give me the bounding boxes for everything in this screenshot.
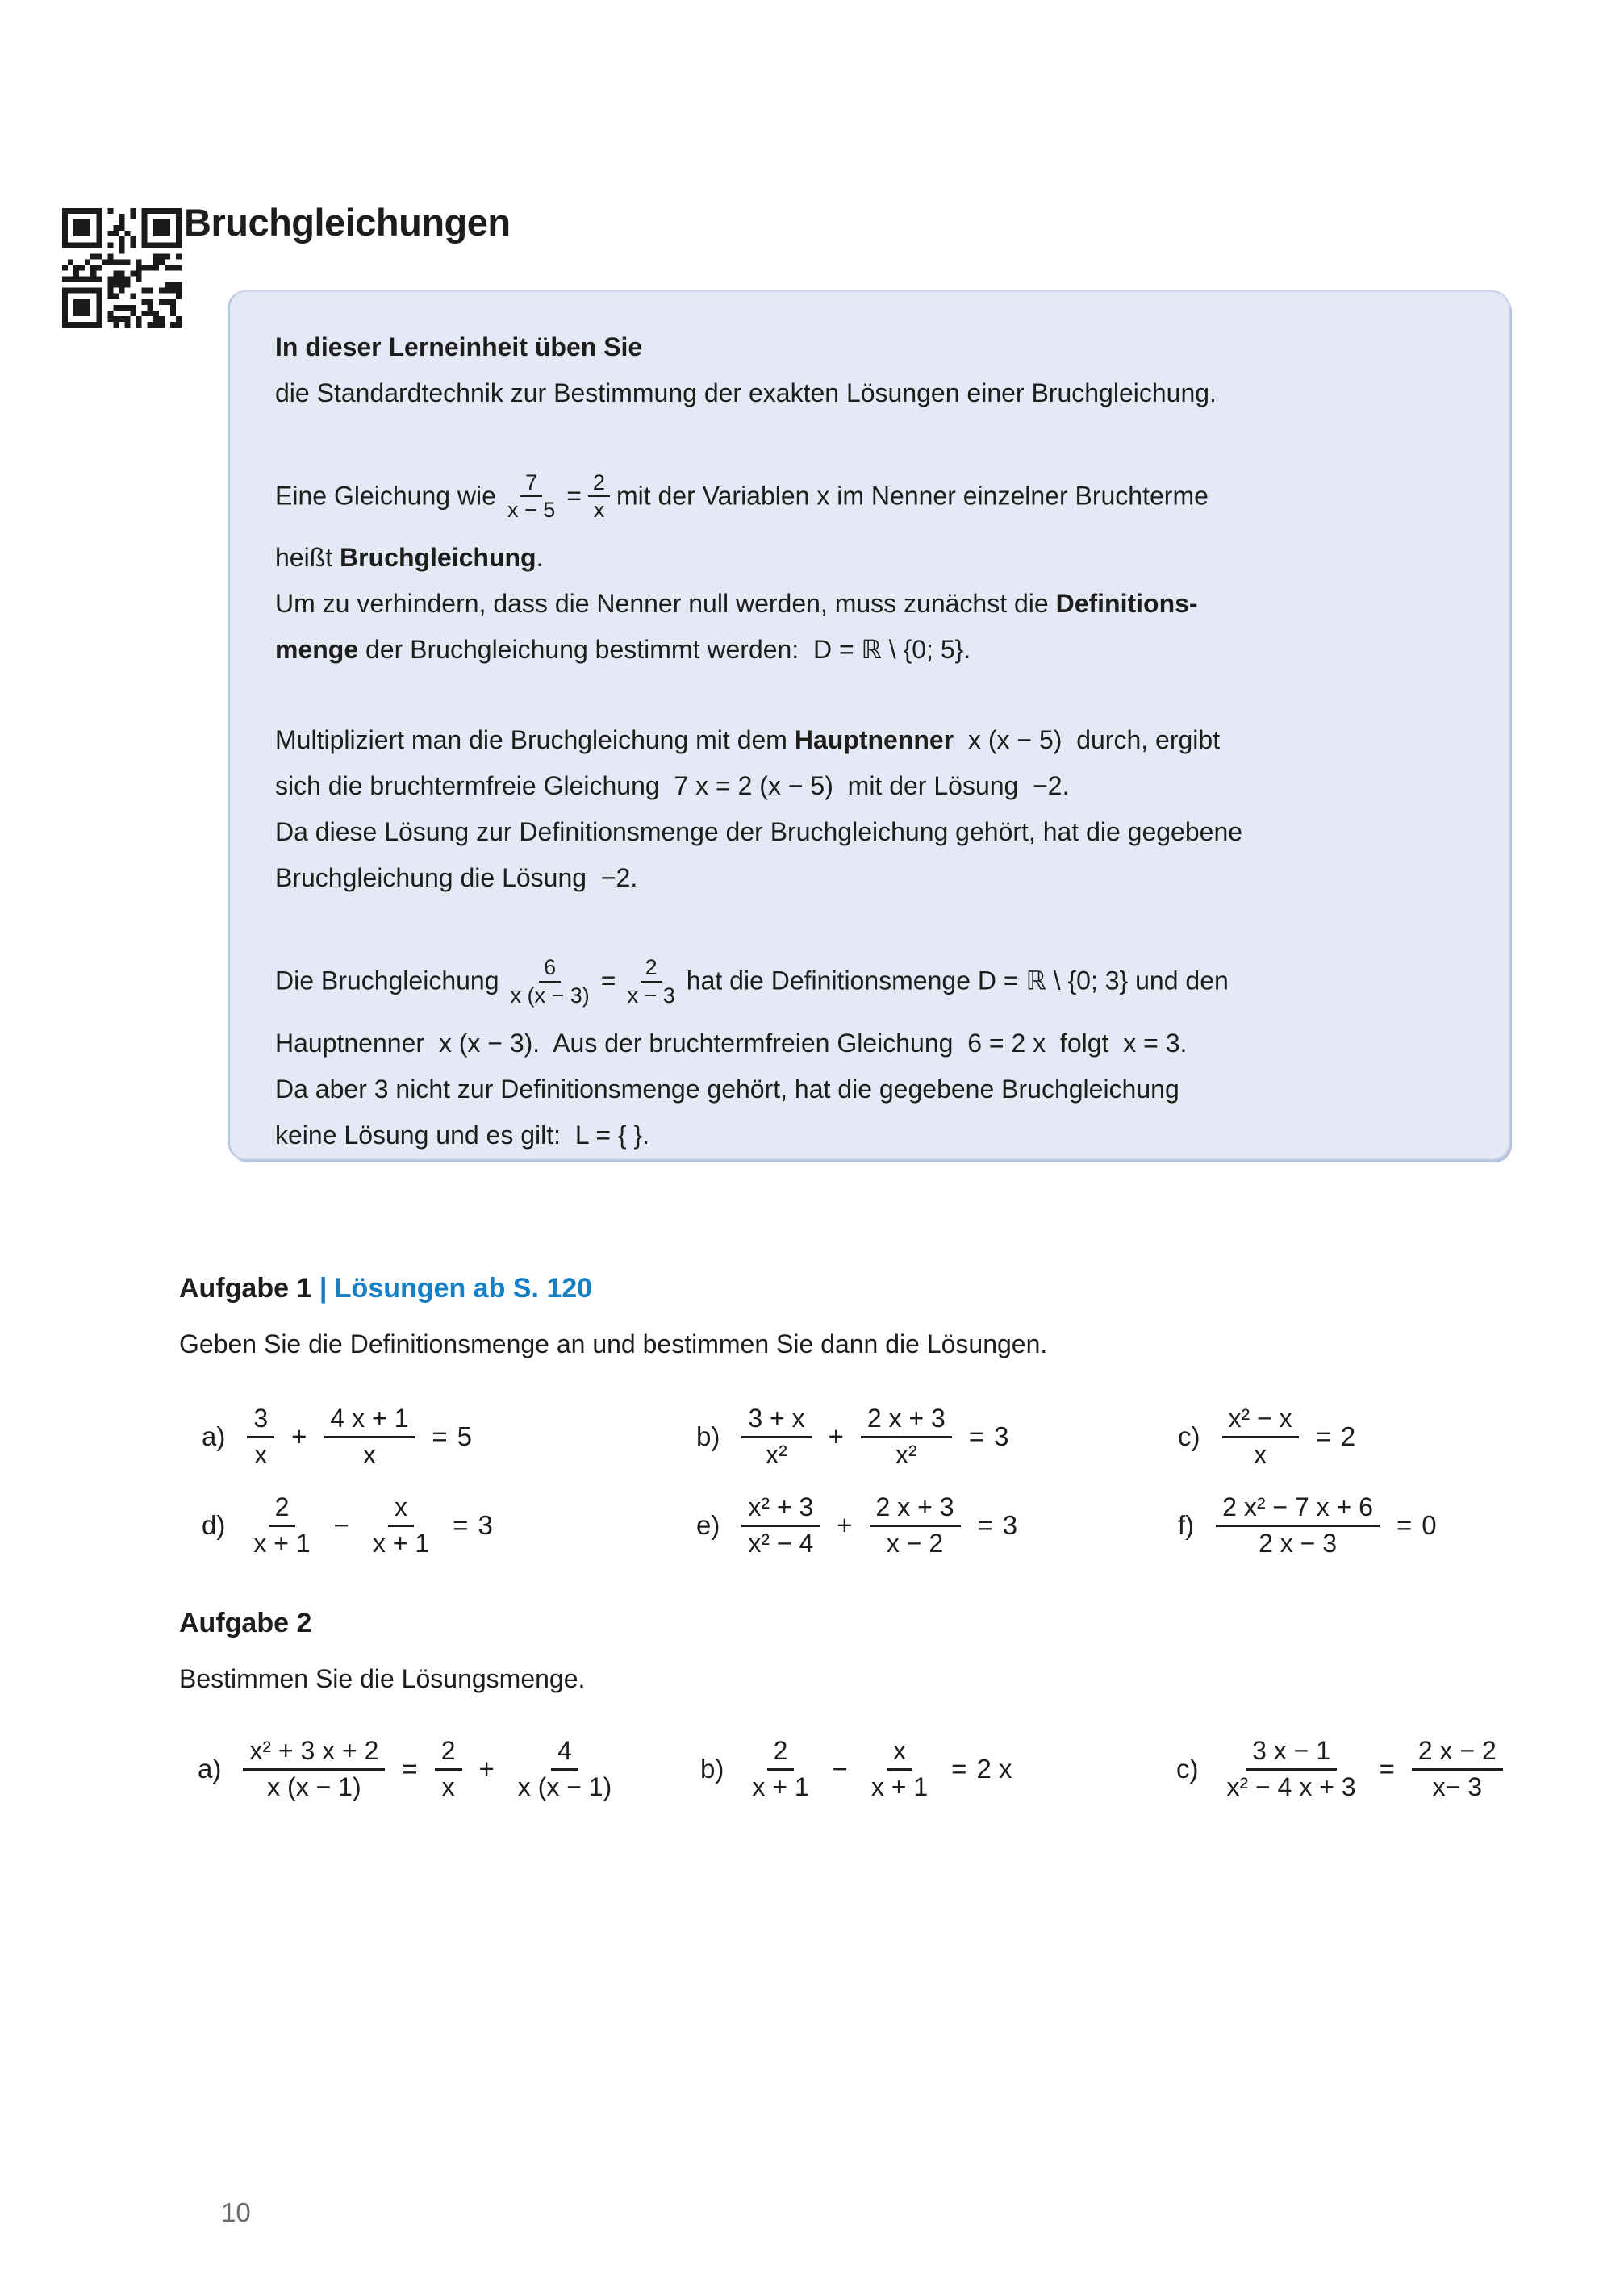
text-line: [275, 809, 1467, 855]
equation-label: b): [700, 1754, 724, 1784]
equation-label: a): [202, 1421, 226, 1451]
fraction: $\frac{4}{x (x - 1)}$: [517, 1735, 612, 1801]
fraction: $\frac{x}{x + 1}$: [372, 1492, 430, 1558]
text-run: hat die Definitionsmenge D = ℝ \ {0; 3} und den: [686, 966, 1229, 996]
text-run: =: [1315, 1421, 1331, 1451]
fraction: $\frac{2}{x + 1}$: [752, 1735, 809, 1801]
equation-2a: [198, 1730, 630, 1808]
page-number: 10: [221, 2197, 251, 2227]
text-run: 5: [457, 1421, 473, 1451]
text-run: 2: [1340, 1421, 1356, 1451]
text-run: Die Bruchgleichung: [275, 966, 499, 996]
text-run: 3: [994, 1421, 1009, 1451]
bold-text: Hauptnenner: [794, 725, 954, 755]
text-run: Da aber 3 nicht zur Definitionsmenge gehört, hat die gegebene Bruchgleichung: [275, 1074, 1179, 1104]
aufgabe2-label: Aufgabe 2: [179, 1608, 312, 1638]
aufgabe2-instruction: Bestimmen Sie die Lösungsmenge.: [179, 1664, 586, 1693]
text-run: keine Lösung und es gilt: L = { }.: [275, 1120, 650, 1150]
text-run: 0: [1422, 1510, 1437, 1540]
fraction: $\frac{x}{x + 1}$: [870, 1735, 929, 1801]
text-line: [275, 1020, 1467, 1066]
fraction: $\frac{\text{x² + 3}}{\text{x² − 4}}$: [737, 1492, 825, 1559]
equation-1f: [1178, 1487, 1442, 1564]
text-line: [275, 1112, 1467, 1158]
text-run: x (x − 5) durch, ergibt: [954, 725, 1221, 755]
bold-text: Bruchgleichung: [340, 543, 536, 573]
text-run: =: [968, 1421, 985, 1451]
qr-code-icon: [62, 208, 182, 328]
fraction: $\frac{2}{x}$: [430, 1736, 467, 1803]
text-run: =: [977, 1510, 993, 1540]
fraction: $\frac{2}{x}$: [588, 470, 610, 522]
aufgabe1-heading: [179, 1273, 592, 1304]
text-run: Bruchgleichung die Lösung −2.: [275, 863, 638, 893]
text-line: [275, 535, 1467, 581]
equation-label: c): [1176, 1754, 1199, 1784]
bold-text: Definitions-: [1055, 589, 1198, 619]
equation-1e: [696, 1487, 1022, 1564]
equation-label: c): [1178, 1421, 1200, 1451]
fraction: $\frac{3 x - 1}{\text{x² − 4 x + 3}}$: [1226, 1735, 1356, 1801]
paragraph-gap: [275, 416, 1467, 461]
fraction: $\frac{2 x + 3}{\text{x²}}$: [856, 1404, 957, 1471]
text-run: 3: [1002, 1510, 1018, 1540]
text-run: die Standardtechnik zur Bestimmung der exakten Lösungen einer Bruchgleichung.: [275, 378, 1217, 407]
equation-1d: [202, 1487, 498, 1564]
text-line: [275, 581, 1467, 627]
fraction: $\frac{\text{2 x² − 7 x + 6}}{2 x - 3}$: [1211, 1492, 1384, 1559]
text-run: =: [402, 1754, 418, 1784]
equation-label: e): [696, 1510, 720, 1540]
text-line: [275, 324, 1467, 370]
fraction: $\frac{2}{x - 3}$: [627, 955, 675, 1008]
aufgabe1-label: Aufgabe 1: [179, 1273, 312, 1304]
aufgabe2-heading: [179, 1608, 311, 1639]
text-run: Um zu verhindern, dass die Nenner null werden, muss zunächst die: [275, 589, 1056, 619]
fraction: $\frac{7}{x - 5}$: [507, 470, 556, 523]
fraction: $\frac{\text{x² + 3 x + 2}}{x (x - 1)}$: [238, 1736, 390, 1803]
paragraph-gap: [275, 901, 1467, 945]
fraction: $\frac{\text{x² − x}}{x}$: [1217, 1404, 1304, 1471]
fraction: $\frac{4 x + 1}{x}$: [319, 1404, 420, 1471]
text-line: [275, 945, 1467, 1020]
text-line: [275, 627, 1467, 673]
text-run: =: [566, 481, 582, 511]
text-run: heißt: [275, 543, 340, 573]
text-line: [275, 763, 1467, 809]
text-run: −: [333, 1510, 349, 1540]
text-run: Hauptnenner x (x − 3). Aus der bruchtermfreien Gleichung 6 = 2 x folgt x = 3.: [275, 1028, 1188, 1058]
equation-2b: [700, 1730, 1017, 1808]
text-run: sich die bruchtermfreie Gleichung 7 x = 2 (x − 5) mit der Lösung −2.: [275, 771, 1070, 801]
fraction: $\frac{3}{x}$: [242, 1404, 279, 1471]
equation-label: a): [198, 1754, 222, 1784]
text-run: =: [1379, 1754, 1395, 1784]
text-run: mit der Variablen x im Nenner einzelner Bruchterme: [616, 481, 1209, 511]
text-run: +: [828, 1421, 844, 1451]
text-run: =: [1396, 1510, 1413, 1540]
equation-label: b): [696, 1421, 720, 1451]
text-line: [275, 717, 1467, 763]
paragraph-gap: [275, 673, 1467, 717]
fraction: $\frac{6}{x (x - 3)}$: [510, 955, 590, 1008]
info-box: [228, 290, 1510, 1160]
text-run: +: [291, 1421, 307, 1451]
text-run: +: [837, 1510, 853, 1540]
page-title: Bruchgleichungen: [184, 201, 511, 244]
text-run: 2 x: [976, 1754, 1012, 1784]
equation-1c: [1178, 1398, 1360, 1475]
equation-1b: [696, 1398, 1013, 1475]
heading-separator: |: [319, 1273, 328, 1304]
text-run: =: [600, 966, 616, 996]
fraction: $\frac{2}{x + 1}$: [253, 1492, 311, 1558]
text-line: [275, 1066, 1467, 1112]
solutions-page-link[interactable]: Lösungen ab S. 120: [334, 1273, 593, 1304]
equation-label: d): [202, 1510, 226, 1540]
text-run: =: [951, 1754, 967, 1784]
text-run: Multipliziert man die Bruchgleichung mit dem: [275, 725, 795, 755]
text-run: +: [478, 1754, 495, 1784]
aufgabe1-instruction: Geben Sie die Definitionsmenge an und bestimmen Sie dann die Lösungen.: [179, 1329, 1048, 1358]
text-run: Da diese Lösung zur Definitionsmenge der Bruchgleichung gehört, hat die gegebene: [275, 817, 1243, 847]
fraction: $\frac{2 x + 3}{x - 2}$: [865, 1492, 966, 1559]
text-run: −: [832, 1754, 848, 1784]
fraction: $\frac{2 x - 2}{x- 3}$: [1407, 1736, 1508, 1803]
bold-text: In dieser Lerneinheit üben Sie: [275, 332, 643, 361]
bold-text: menge: [275, 635, 359, 665]
text-run: Eine Gleichung wie: [275, 481, 496, 511]
text-run: .: [536, 543, 544, 573]
text-run: =: [453, 1510, 469, 1540]
text-run: =: [432, 1421, 448, 1451]
text-line: [275, 855, 1467, 901]
text-line: [275, 370, 1467, 416]
text-run: der Bruchgleichung bestimmt werden: D = ℝ \ {0; 5}.: [358, 635, 971, 665]
equation-label: f): [1178, 1510, 1195, 1540]
text-run: 3: [478, 1510, 493, 1540]
text-line: [275, 461, 1467, 535]
equation-1a: [202, 1398, 477, 1475]
equation-2c: [1176, 1730, 1515, 1808]
fraction: $\frac{3 + x}{\text{x²}}$: [737, 1404, 816, 1471]
